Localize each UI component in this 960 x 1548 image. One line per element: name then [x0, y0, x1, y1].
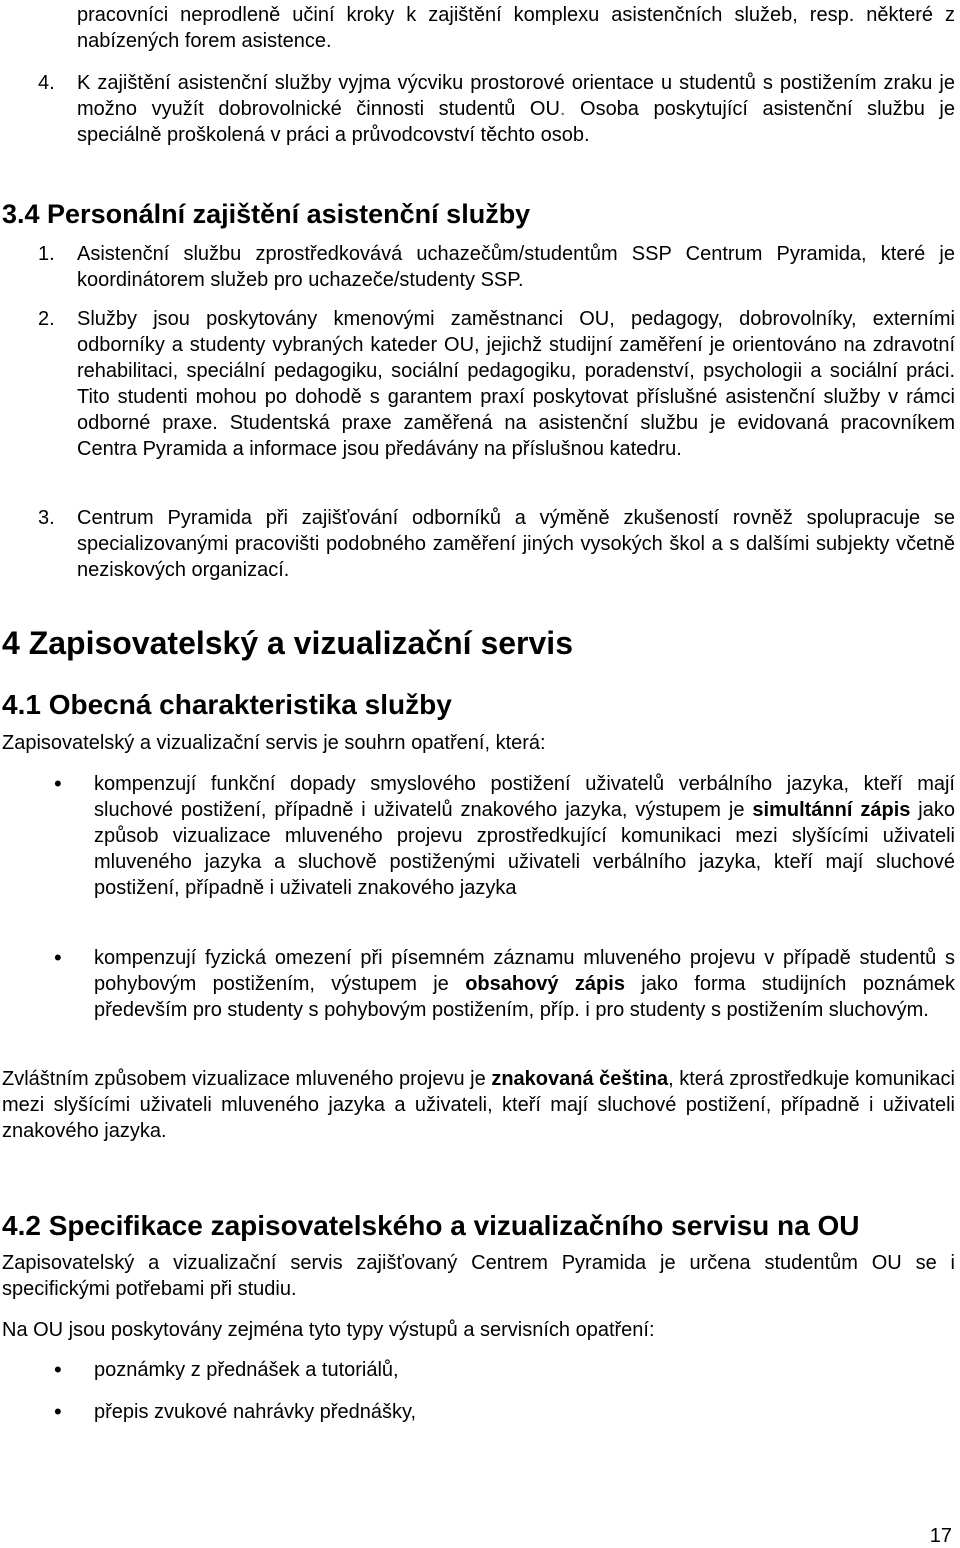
list-item: přepis zvukové nahrávky přednášky, — [94, 1401, 417, 1423]
item-4-text — [77, 70, 955, 148]
chapter-4-heading: 4 Zapisovatelský a vizualizační servis — [2, 625, 573, 661]
item-4-highlight-dot: . — [559, 98, 566, 120]
list-bullet-2-symbol: • — [54, 1399, 62, 1424]
bullet-2-bold: obsahový zápis — [465, 973, 625, 995]
list-bullet-1-symbol: • — [54, 1357, 62, 1382]
bullet-1-post: jako způsob vizualizace mluveného projevu zprostředkující komunikaci mezi slyšícími uživateli mluveného jazyka a sluchově postiženými uživateli verbálního jazyka, kteří mají sluchové postižení, případně i uživateli znakového jazyka — [94, 799, 955, 899]
bullet-2-post: jako forma studijních poznámek především pro studenty s pohybovým postižením, příp. i pro studenty s postižením sluchovým. — [94, 973, 956, 1021]
item-3-number: 3. — [38, 507, 55, 529]
section-4-2-para-1: Zapisovatelský a vizualizační servis zajišťovaný Centrem Pyramida je určena studentům OU se i specifickými potřebami při studiu. — [2, 1252, 955, 1300]
section-4-1-closing — [2, 1066, 955, 1144]
section-3-4-heading: 3.4 Personální zajištění asistenční služby — [2, 199, 531, 229]
page-number: 17 — [929, 1525, 952, 1547]
item-1-number: 1. — [38, 243, 55, 265]
closing-pre: Zvláštním způsobem vizualizace mluveného projevu je — [2, 1068, 492, 1090]
item-4-text-a: K zajištění asistenční služby vyjma výcviku prostorové orientace u studentů s postižením zraku je možno využít dobrovolnické činnosti studentů OU — [77, 72, 955, 120]
closing-bold: znakovaná čeština — [491, 1068, 669, 1090]
section-4-2-heading: 4.2 Specifikace zapisovatelského a vizualizačního servisu na OU — [2, 1210, 860, 1241]
bullet-2-text — [94, 945, 955, 1023]
bullet-1-text — [94, 771, 955, 901]
section-4-1-intro: Zapisovatelský a vizualizační servis je souhrn opatření, která: — [2, 732, 546, 754]
bullet-1-symbol: • — [54, 771, 62, 796]
top-item-text: pracovníci neprodleně učiní kroky k zajištění komplexu asistenčních služeb, resp. některé z nabízených forem asistence. — [77, 4, 955, 52]
item-2-text: Služby jsou poskytovány kmenovými zaměstnanci OU, pedagogy, dobrovolníky, externími odborníky a studenty vybraných kateder OU, jejichž studijní zaměření je orientováno na zdravotní rehabilitaci, speciální pedagogiku, sociální pedagogiku, poradenství, psychologii a sociální práci. Tito studenti mohou po dohodě s garantem praxí poskytovat příslušné asistenční služby v rámci odborné praxe. Studentská praxe zaměřená na asistenční službu je evidovaná pracovníkem Centra Pyramida a informace jsou předávány na příslušnou katedru. — [77, 308, 955, 460]
closing-post: , která zprostředkuje komunikaci mezi slyšícími uživateli mluveného jazyka a uživateli, kteří mají sluchové postižení, případně i uživateli znakového jazyka. — [2, 1068, 955, 1142]
bullet-1-pre: kompenzují funkční dopady smyslového postižení uživatelů verbálního jazyka, kteří mají sluchové postižení, případně i uživatelů znakového jazyka, výstupem je — [94, 773, 955, 821]
item-2-number: 2. — [38, 308, 55, 330]
section-4-2-para-2: Na OU jsou poskytovány zejména tyto typy výstupů a servisních opatření: — [2, 1319, 655, 1341]
item-4-number: 4. — [38, 72, 55, 94]
bullet-2-symbol: • — [54, 945, 62, 970]
list-item: poznámky z přednášek a tutoriálů, — [94, 1359, 399, 1381]
item-1-text: Asistenční službu zprostředkovává uchazečům/studentům SSP Centrum Pyramida, které je koordinátorem služeb pro uchazeče/studenty SSP. — [77, 243, 955, 291]
bullet-1-bold: simultánní zápis — [752, 799, 911, 821]
item-4-text-b: Osoba poskytující asistenční službu je speciálně proškolená v práci a průvodcovství těchto osob. — [77, 98, 955, 146]
bullet-2-pre: kompenzují fyzická omezení při písemném záznamu mluveného projevu v případě studentů s pohybovým postižením, výstupem je — [94, 947, 955, 995]
item-3-text: Centrum Pyramida při zajišťování odborníků a výměně zkušeností rovněž spolupracuje se specializovanými pracovišti podobného zaměření jiných vysokých škol a s dalšími subjekty včetně neziskových organizací. — [77, 507, 955, 581]
section-4-1-heading: 4.1 Obecná charakteristika služby — [2, 689, 452, 720]
